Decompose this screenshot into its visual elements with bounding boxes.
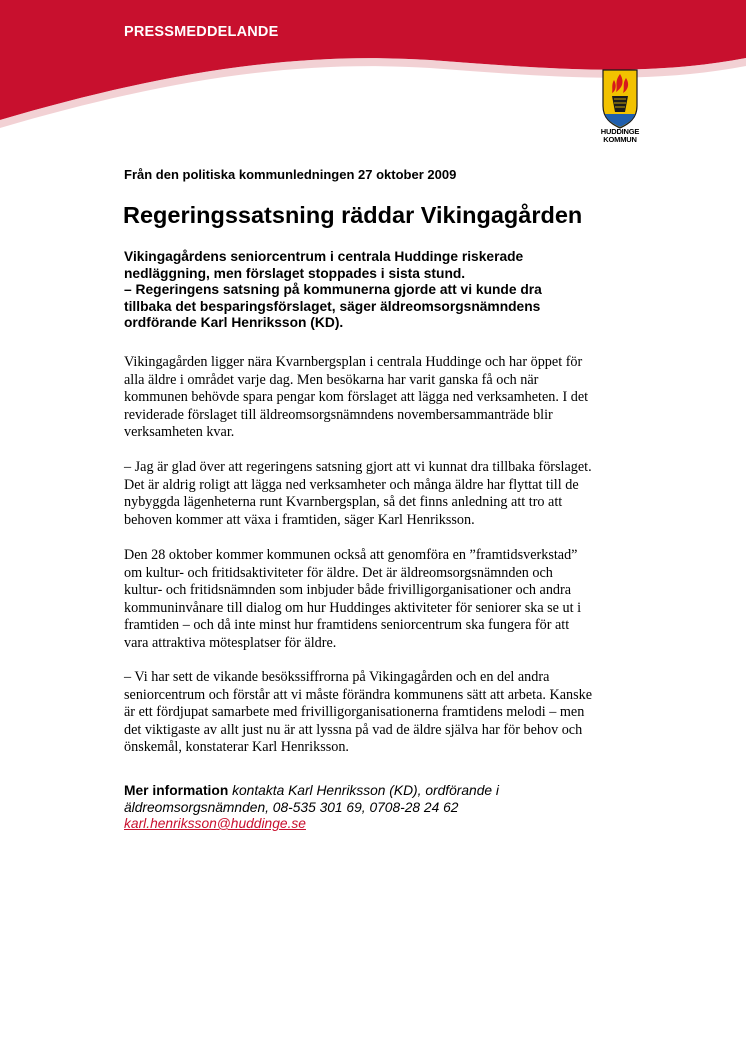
lead-paragraph <box>124 249 604 332</box>
lead-line: – Regeringens satsning på kommunerna gjorde att vi kunde dra <box>124 282 542 297</box>
body-line: framtiden – och då inte minst hur framtidens seniorcentrum ska fungera för att <box>124 617 570 633</box>
body-line: Den 28 oktober kommer kommunen också att genomföra en ”framtidsverkstad” <box>124 547 578 563</box>
body-paragraph-3 <box>124 547 634 652</box>
body-paragraph-2 <box>124 459 634 529</box>
body-line: kommuninvånare till dialog om hur Huddinges aktiviteter för seniorer ska se ut i <box>124 599 582 616</box>
banner-label: PRESSMEDDELANDE <box>124 24 279 40</box>
body-line: alla äldre i området varje dag. Men besökarna har varit ganska få och när <box>124 371 539 388</box>
body-line: Det är aldrig roligt att lägga ned verksamheter och många äldre har flyttat till de <box>124 476 579 493</box>
body-line: är ett fördjupat samarbete med frivilligorganisationerna framtidens melodi – men <box>124 704 585 720</box>
lead-line: ordförande Karl Henriksson (KD). <box>124 315 344 330</box>
body-line: önskemål, konstaterar Karl Henriksson. <box>124 739 349 755</box>
headline: Regeringssatsning räddar Vikingagården <box>123 202 583 228</box>
body-paragraph-4 <box>124 669 634 757</box>
body-line: verksamheten kvar. <box>124 424 235 440</box>
contact-heading: Mer information <box>124 783 229 798</box>
contact-block <box>124 783 624 833</box>
lead-line: Vikingagårdens seniorcentrum i centrala Huddinge riskerade <box>124 249 524 264</box>
contact-email-link[interactable]: karl.henriksson@huddinge.se <box>124 816 306 831</box>
lead-line: nedläggning, men förslaget stoppades i sista stund. <box>124 265 466 281</box>
body-line: – Jag är glad över att regeringens satsning gjort att vi kunnat dra tillbaka förslaget. <box>124 459 592 475</box>
dateline: Från den politiska kommunledningen 27 oktober 2009 <box>124 167 457 182</box>
body-line: det viktigaste av allt just nu är att lyssna på vad de äldre själva har för behov och <box>124 721 583 738</box>
body-line: kultur- och fritidsnämnden som inbjuder både frivilligorganisationer och andra <box>124 582 572 598</box>
contact-line: kontakta Karl Henriksson (KD), ordförande i <box>232 783 499 798</box>
body-line: om kultur- och fritidsaktiviteter för äldre. Det är äldreomsorgsnämnden och <box>124 564 553 581</box>
body-line: behoven kommer att växa i framtiden, säger Karl Henriksson. <box>124 511 475 528</box>
contact-line: äldreomsorgsnämnden, 08-535 301 69, 0708-28 24 62 <box>124 799 459 815</box>
body-line: seniorcentrum och förstår att vi måste förändra kommunens sätt att arbeta. Kanske <box>124 686 593 703</box>
logo-text-line2: KOMMUN <box>603 135 637 144</box>
body-paragraph-1 <box>124 354 634 442</box>
lead-line: tillbaka det besparingsförslaget, säger äldreomsorgsnämndens <box>124 298 541 314</box>
body-line: reviderade förslaget till äldreomsorgsnämndens novembersammanträde blir <box>124 406 553 423</box>
body-line: vara attraktiva mötesplatser för äldre. <box>124 634 337 651</box>
body-line: nybyggda lägenheterna runt Kvarnbergsplan, så det finns anledning att tro att <box>124 494 563 510</box>
body-line: – Vi har sett de vikande besökssiffrorna på Vikingagården och en del andra <box>124 669 550 685</box>
body-line: kommunen behövde spara pengar kom förslaget att lägga ned verksamheten. I det <box>124 389 589 405</box>
logo-text-line1: HUDDINGE <box>600 127 640 136</box>
body-line: Vikingagården ligger nära Kvarnbergsplan i centrala Huddinge och har öppet för <box>124 354 583 370</box>
